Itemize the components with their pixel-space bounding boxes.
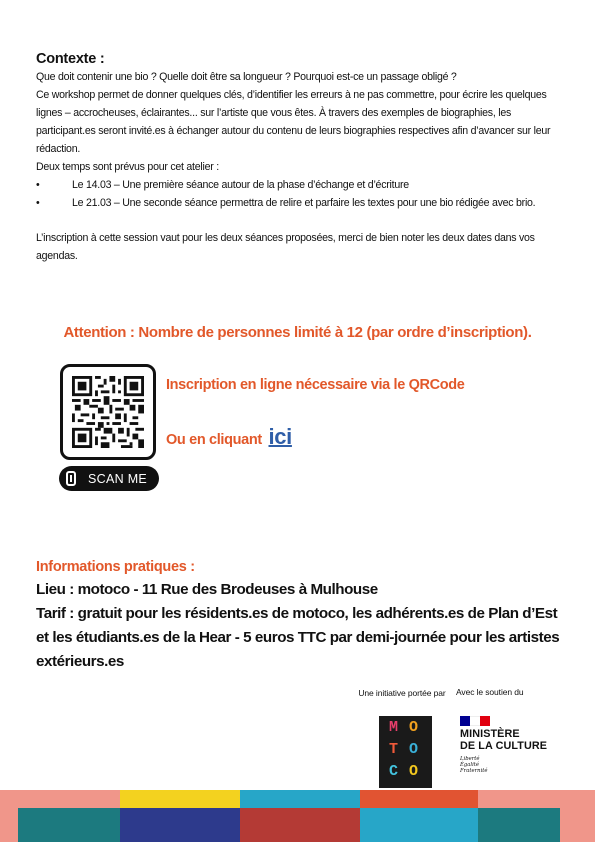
ministere-name	[460, 729, 547, 752]
context-section	[36, 50, 566, 265]
scan-me-badge	[59, 466, 159, 491]
motto-line: Fraternité	[460, 768, 488, 774]
logo-letter: O	[409, 763, 419, 780]
support-label: Avec le soutien du	[456, 687, 524, 697]
phone-icon	[66, 471, 76, 486]
session-item	[36, 194, 566, 212]
republic-motto	[460, 756, 488, 774]
attention-notice: Attention : Nombre de personnes limité à 12 (par ordre d’inscription).	[63, 324, 532, 341]
qr-code-icon	[72, 376, 144, 448]
ministere-line: MINISTÈRE	[460, 728, 520, 740]
info-title: Informations pratiques :	[36, 559, 195, 575]
context-description: Ce workshop permet de donner quelques clés, d’identifier les erreurs à ne pas commettre, pour écrire les quelques lignes – accrocheuses, éclairantes... sur l’artiste que vous êtes. À travers des exemples de biographies, les participant.es seront invité.es à échanger autour du contenu de leurs biographies respectives afin d’avancer sur leur rédaction.	[36, 89, 551, 155]
motoco-logo	[379, 716, 432, 788]
ministere-culture-logo	[460, 716, 570, 786]
price-line: et les étudiants.es de la Hear - 5 euros TTC par demi-journée pour les artistes	[36, 629, 560, 646]
footer-color-band	[0, 790, 595, 842]
initiative-label: Une initiative portée par	[358, 688, 446, 698]
context-question: Que doit contenir une bio ? Quelle doit être sa longueur ? Pourquoi est-ce un passage obligé ?	[36, 71, 457, 83]
qr-code[interactable]	[60, 364, 156, 460]
session-item	[36, 176, 566, 194]
sessions-intro: Deux temps sont prévus pour cet atelier :	[36, 161, 219, 173]
bullet-symbol: •	[36, 197, 40, 209]
scan-me-label: SCAN ME	[88, 471, 148, 486]
logo-letter: T	[389, 741, 399, 758]
qr-instruction: Inscription en ligne nécessaire via le QRCode	[166, 377, 465, 393]
session-text: Le 21.03 – Une seconde séance permettra de relire et parfaire les textes pour une bio rédigée avec brio.	[72, 197, 536, 209]
price-line: extérieurs.es	[36, 653, 124, 670]
motto-line: Égalité	[460, 762, 480, 768]
french-flag-icon	[460, 716, 490, 726]
ministere-line: DE LA CULTURE	[460, 739, 548, 752]
motto-line: Liberté	[460, 756, 480, 762]
session-text: Le 14.03 – Une première séance autour de la phase d’échange et d’écriture	[72, 179, 409, 191]
context-title: Contexte :	[36, 51, 105, 67]
practical-info	[36, 556, 576, 674]
click-prefix: Ou en cliquant	[166, 432, 262, 448]
click-instruction	[166, 424, 292, 450]
logo-letter: O	[409, 719, 419, 736]
logo-letter: M	[389, 719, 399, 736]
registration-link[interactable]: ici	[268, 424, 292, 449]
price-line: Tarif : gratuit pour les résidents.es de motoco, les adhérents.es de Plan d’Est	[36, 605, 558, 622]
registration-note: L’inscription à cette session vaut pour les deux séances proposées, merci de bien noter les deux dates dans vos agendas.	[36, 232, 535, 262]
logo-letter: O	[409, 741, 419, 758]
bullet-symbol: •	[36, 179, 40, 191]
logo-letter: C	[389, 763, 399, 780]
venue-line: Lieu : motoco - 11 Rue des Brodeuses à Mulhouse	[36, 581, 378, 598]
